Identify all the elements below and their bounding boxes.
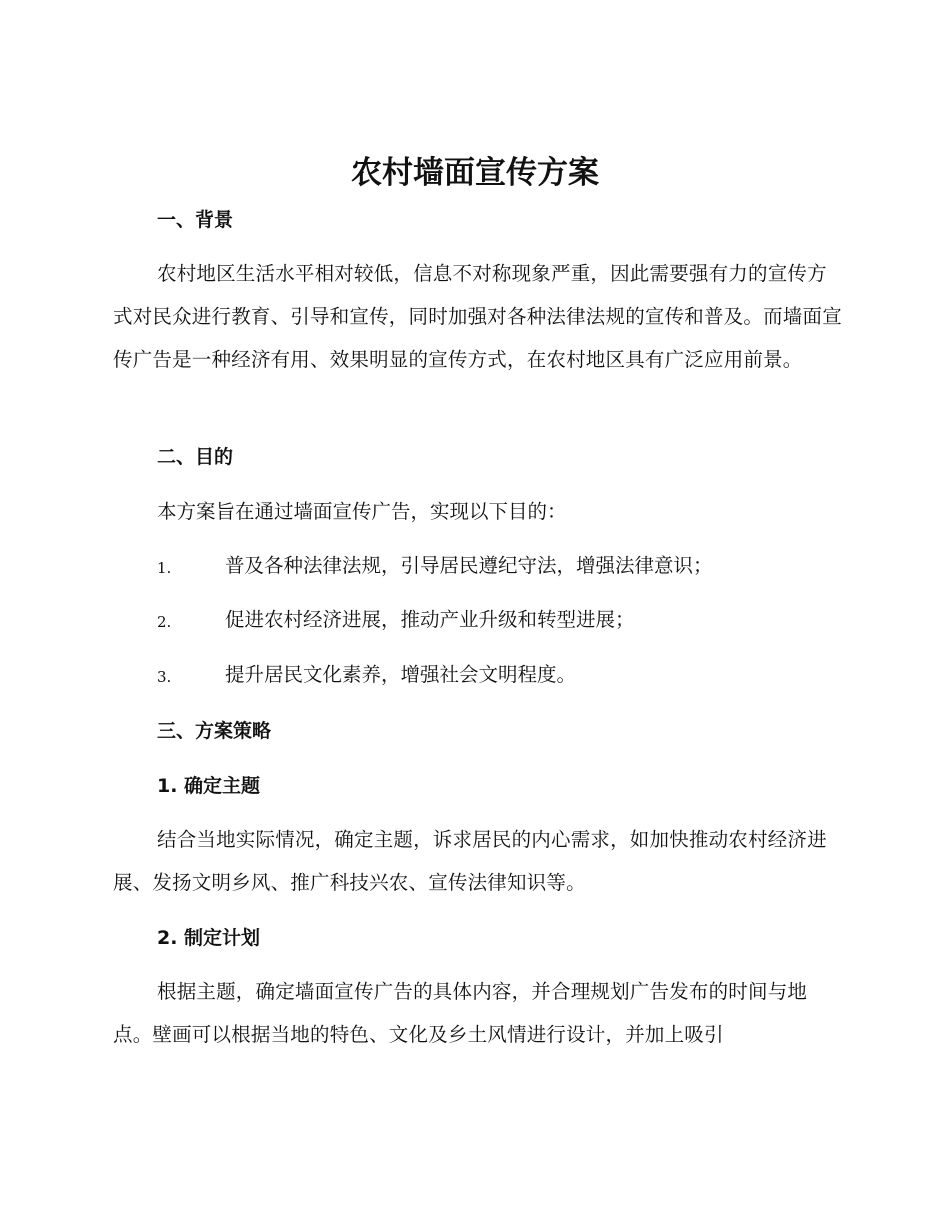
subheading-theme: 1. 确定主题 (157, 775, 261, 797)
list-item-number: 3. (157, 668, 172, 686)
background-paragraph: 农村地区生活水平相对较低，信息不对称现象严重，因此需要强有力的宣传方式对民众进行教育、引导和宣传，同时加强对各种法律法规的宣传和普及。而墙面宣传广告是一种经济有用、效果明显的宣传方式，在农村地区具有广泛应用前景。 (113, 262, 842, 371)
list-item: 提升居民文化素养，增强社会文明程度。 (225, 663, 577, 686)
subheading-plan: 2. 制定计划 (157, 927, 261, 949)
list-item-number: 2. (157, 613, 172, 631)
list-item-number: 1. (157, 559, 172, 577)
theme-paragraph: 结合当地实际情况，确定主题，诉求居民的内心需求，如加快推动农村经济进展、发扬文明乡风、推广科技兴农、宣传法律知识等。 (113, 828, 827, 894)
purpose-intro: 本方案旨在通过墙面宣传广告，实现以下目的： (157, 500, 567, 523)
plan-paragraph: 根据主题，确定墙面宣传广告的具体内容，并合理规划广告发布的时间与地点。壁画可以根据当地的特色、文化及乡土风情进行设计，并加上吸引 (113, 980, 808, 1046)
section-heading-purpose: 二、目的 (157, 446, 234, 468)
list-item: 促进农村经济进展，推动产业升级和转型进展； (225, 608, 635, 631)
section-heading-strategy: 三、方案策略 (157, 720, 272, 742)
section-heading-background: 一、背景 (157, 209, 234, 231)
document-title: 农村墙面宣传方案 (351, 155, 599, 191)
list-item: 普及各种法律法规，引导居民遵纪守法，增强法律意识； (225, 554, 713, 577)
